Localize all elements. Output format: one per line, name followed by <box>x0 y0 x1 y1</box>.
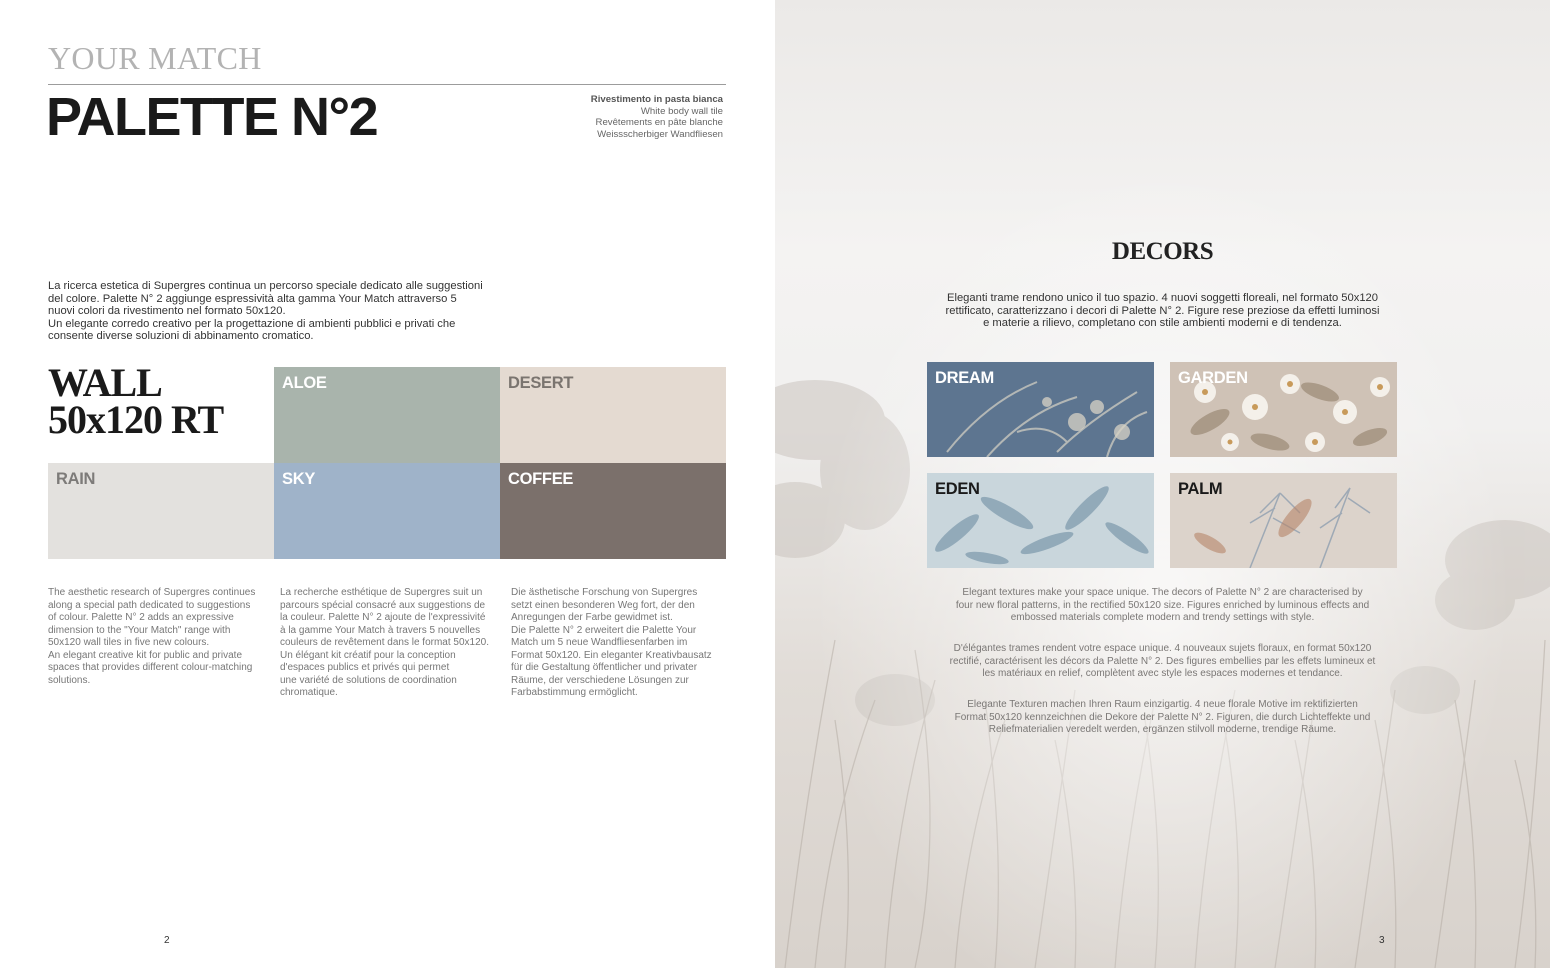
swatch-sky <box>274 463 500 559</box>
text-french-body: La recherche esthétique de Supergres suit un parcours spécial consacré aux suggestions de la couleur. Palette N° 2 ajoute de l'expressivité à la gamme Your Match à travers 5 nouvelles couleurs de revêtement dans le format 50x120. Un élégant kit créatif pour la conception d'espaces publics et privés qui permet une variété de solutions de coordination chromatique. <box>280 587 490 698</box>
header-rule <box>48 84 726 85</box>
series-name: YOUR MATCH <box>48 40 262 76</box>
collection-title: PALETTE N°2 <box>46 87 378 147</box>
intro-italian-text: La ricerca estetica di Supergres continua un percorso speciale dedicato alle suggestioni del colore. Palette N° 2 aggiunge espressività alta gamma Your Match attraverso 5 nuovi colori da rivestimento nel formato 50x120. Un elegante corredo creativo per la progettazione di ambienti pubblici e privati che consente diverse soluzioni di abbinamento cromatico. <box>48 280 483 343</box>
tile-type-fr: Revêtements en pâte blanche <box>595 117 723 129</box>
decors-heading: DECORS <box>1111 238 1214 265</box>
swatch-desert <box>500 367 726 463</box>
wall-format-title <box>48 360 224 442</box>
text-german <box>511 587 731 700</box>
decors-intro-italian: Eleganti trame rendono unico il tuo spazio. 4 nuovi soggetti floreali, nel formato 50x120 rettificato, caratterizzano i decori di Palette N° 2. Figure rese preziose da effetti luminosi e materie a rilievo, completano con stile ambienti moderni e di tendenza. <box>945 292 1380 330</box>
swatch-label: SKY <box>282 470 316 488</box>
swatch-label: COFFEE <box>508 470 574 488</box>
text-english-body: The aesthetic research of Supergres continues along a special path dedicated to suggestions of colour. Palette N° 2 adds an expressive dimension to the "Your Match" range with 50x120 wall tiles in five new colours. An elegant creative kit for public and private spaces that provides different colour-matching solutions. <box>48 587 256 686</box>
decors-text-french: D'élégantes trames rendent votre espace unique. 4 nouveaux sujets floraux, en format 50x120 rectifié, caractérisent les décors da Palette N° 2. Des figures embellies par les effets lumineux et les matériaux en relief, complètent avec style les espaces modernes et tendance. <box>949 643 1376 679</box>
tile-type-block <box>523 94 723 140</box>
decors-text-english: Elegant textures make your space unique. The decors of Palette N° 2 are characterised by four new floral patterns, in the rectified 50x120 size. Figures enriched by luminous effects and embossed materials complete modern and trendy settings with style. <box>955 587 1370 623</box>
right-page <box>775 0 1550 968</box>
swatch-aloe <box>274 367 500 463</box>
page-number-right: 3 <box>1379 935 1385 946</box>
decor-eden <box>927 473 1154 568</box>
swatch-label: DESERT <box>508 374 574 392</box>
swatch-label: RAIN <box>56 470 96 488</box>
swatch-coffee <box>500 463 726 559</box>
decor-label: EDEN <box>935 480 980 498</box>
tile-type-de: Weissscherbiger Wandfliesen <box>597 128 723 140</box>
decor-label: DREAM <box>935 369 994 387</box>
page-number-left: 2 <box>164 935 170 946</box>
wall-format-line1: WALL <box>48 360 162 405</box>
decor-label: GARDEN <box>1178 369 1248 387</box>
swatch-label: ALOE <box>282 374 327 392</box>
decors-text-german: Elegante Texturen machen Ihren Raum einzigartig. 4 neue florale Motive im rektifizierten Format 50x120 kennzeichnen die Dekore der Palette N° 2. Figuren, die durch Lichteffekte und Reliefmaterialien veredelt werden, ergänzen stilvoll moderne, trendige Räume. <box>954 699 1371 735</box>
text-german-body: Die ästhetische Forschung von Supergres setzt einen besonderen Weg fort, der den Anregungen der Farbe gewidmet ist. Die Palette N° 2 erweitert die Palette Your Match um 5 neue Wandfliesenfarben im Format 50x120. Ein eleganter Kreativbausatz für die Gestaltung öffentlicher und privater Räume, der verschiedene Lösungen zur Farbabstimmung ermöglicht. <box>511 587 712 698</box>
decor-palm <box>1170 473 1397 568</box>
decor-garden <box>1170 362 1397 457</box>
decor-dream <box>927 362 1154 457</box>
intro-italian <box>48 280 508 343</box>
tile-type-en: White body wall tile <box>640 105 723 117</box>
text-french <box>280 587 500 700</box>
swatch-rain <box>48 463 274 559</box>
floral-background-image <box>775 0 1550 968</box>
tile-type-it: Rivestimento in pasta bianca <box>590 94 723 105</box>
text-english <box>48 587 268 687</box>
wall-format-line2: 50x120 RT <box>48 397 224 442</box>
decor-label: PALM <box>1178 480 1223 498</box>
